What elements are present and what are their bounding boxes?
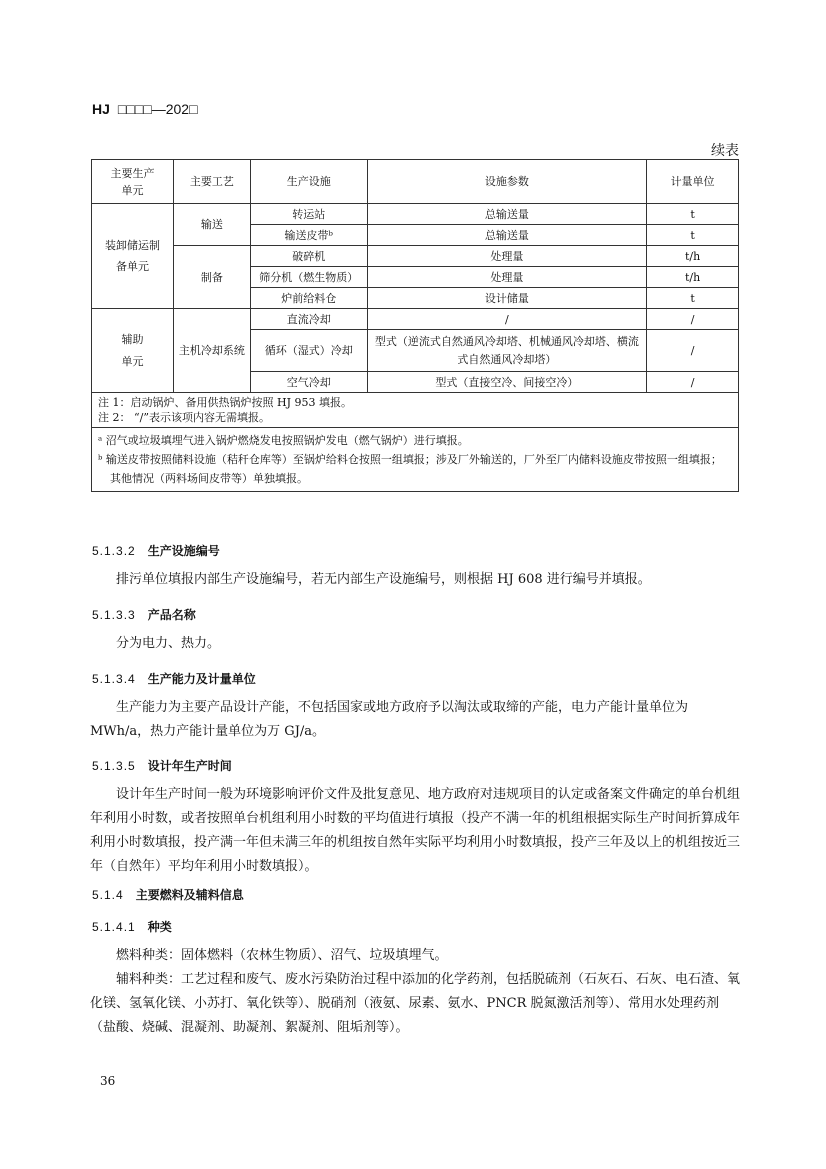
facility-cell: 循环（湿式）冷却	[250, 330, 367, 372]
param-cell: 处理量	[367, 246, 646, 267]
section-number: 5.1.4.1	[92, 920, 136, 934]
section-heading	[92, 670, 256, 687]
note-2: 注 2： “/”表示该项内容无需填报。	[98, 411, 270, 424]
unit-cell: 辅助单元	[92, 309, 174, 393]
process-cell: 制备	[173, 246, 250, 309]
param-cell: 型式（直接空冷、间接空冷）	[367, 372, 646, 393]
facility-cell: 空气冷却	[250, 372, 367, 393]
param-cell: 处理量	[367, 267, 646, 288]
col-header: 生产设施	[250, 160, 367, 204]
unit-measure-cell: /	[647, 372, 739, 393]
table-footnotes	[92, 428, 739, 492]
section-title: 生产设施编号	[147, 544, 220, 558]
unit-measure-cell: /	[647, 309, 739, 330]
unit-measure-cell: t	[647, 204, 739, 225]
facility-cell: 筛分机（燃生物质）	[250, 267, 367, 288]
unit-measure-cell: /	[647, 330, 739, 372]
process-cell: 输送	[173, 204, 250, 246]
unit-measure-cell: t	[647, 288, 739, 309]
col-header: 主要生产单元	[92, 160, 174, 204]
process-cell: 主机冷却系统	[173, 309, 250, 393]
section-title: 产品名称	[147, 608, 196, 622]
section-paragraph: 燃料种类：固体燃料（农林生物质）、沼气、垃圾填埋气。	[116, 948, 448, 963]
section-title: 种类	[147, 920, 172, 934]
table-footnotes-row	[92, 428, 739, 492]
facility-cell: 转运站	[250, 204, 367, 225]
param-cell: 总输送量	[367, 204, 646, 225]
col-header: 设施参数	[367, 160, 646, 204]
section-number: 5.1.3.5	[92, 759, 136, 773]
section-paragraph: 生产能力为主要产品设计产能，不包括国家或地方政府予以淘汰或取缔的产能，电力产能计量单位为 MWh/a，热力产能计量单位为万 GJ/a。	[90, 700, 689, 739]
table-header-row	[92, 160, 739, 204]
col-header: 计量单位	[647, 160, 739, 204]
facility-cell: 输送皮带ᵇ	[250, 225, 367, 246]
section-paragraph: 分为电力、热力。	[116, 636, 221, 651]
unit-measure-cell: t	[647, 225, 739, 246]
section-title: 设计年生产时间	[147, 759, 232, 773]
facility-cell: 直流冷却	[250, 309, 367, 330]
section-heading	[92, 542, 220, 559]
table-row	[92, 204, 739, 225]
table-row	[92, 309, 739, 330]
standard-code: HJ	[92, 101, 110, 117]
section-paragraph: 排污单位填报内部生产设施编号，若无内部生产设施编号，则根据 HJ 608 进行编号并填报。	[116, 572, 651, 587]
section-title: 主要燃料及辅料信息	[135, 888, 244, 902]
param-cell: 总输送量	[367, 225, 646, 246]
col-header: 主要工艺	[173, 160, 250, 204]
table-row	[92, 246, 739, 267]
section-number: 5.1.4	[92, 888, 124, 902]
standard-header	[92, 101, 198, 117]
table-notes	[92, 393, 739, 428]
standard-number: □□□□—202□	[117, 101, 198, 117]
unit-measure-cell: t/h	[647, 267, 739, 288]
section-title: 生产能力及计量单位	[147, 672, 256, 686]
section-paragraph: 辅料种类：工艺过程和废气、废水污染防治过程中添加的化学药剂，包括脱硫剂（石灰石、石灰、电石渣、氧化镁、氢氧化镁、小苏打、氧化铁等）、脱硝剂（液氨、尿素、氨水、PNCR 脱氮激活剂等）、常用水处理药剂（盐酸、烧碱、混凝剂、助凝剂、絮凝剂、阻垢剂等）。	[90, 972, 741, 1035]
page-number: 36	[100, 1074, 116, 1088]
section-heading	[92, 886, 244, 903]
unit-measure-cell: t/h	[647, 246, 739, 267]
footnote-b: ᵇ 输送皮带按照储料设施（秸秆仓库等）至锅炉给料仓按照一组填报；涉及厂外输送的，厂外至厂内储料设施皮带按照一组填报；其他情况（两料场间皮带等）单独填报。	[98, 453, 722, 485]
section-heading	[92, 918, 172, 935]
param-cell: 设计储量	[367, 288, 646, 309]
unit-cell: 装卸储运制备单元	[92, 204, 174, 309]
section-number: 5.1.3.2	[92, 544, 136, 558]
facility-table	[91, 159, 739, 492]
param-cell: /	[367, 309, 646, 330]
facility-cell: 炉前给料仓	[250, 288, 367, 309]
section-paragraph: 设计年生产时间一般为环境影响评价文件及批复意见、地方政府对违规项目的认定或备案文件确定的单台机组年利用小时数，或者按照单台机组利用小时数的平均值进行填报（投产不满一年的机组根据实际生产时间折算成年利用小时数填报，投产满一年但未满三年的机组按自然年实际平均利用小时数填报，投产三年及以上的机组按近三年（自然年）平均年利用小时数填报）。	[90, 787, 741, 874]
table-caption: 续表	[711, 143, 739, 159]
section-number: 5.1.3.4	[92, 672, 136, 686]
section-heading	[92, 757, 232, 774]
section-heading	[92, 606, 196, 623]
footnote-a: ᵃ 沼气或垃圾填埋气进入锅炉燃烧发电按照锅炉发电（燃气锅炉）进行填报。	[98, 434, 469, 447]
note-1: 注 1：启动锅炉、备用供热锅炉按照 HJ 953 填报。	[98, 396, 352, 409]
facility-cell: 破碎机	[250, 246, 367, 267]
section-number: 5.1.3.3	[92, 608, 136, 622]
table-notes-row	[92, 393, 739, 428]
param-cell: 型式（逆流式自然通风冷却塔、机械通风冷却塔、横流式自然通风冷却塔）	[367, 330, 646, 372]
